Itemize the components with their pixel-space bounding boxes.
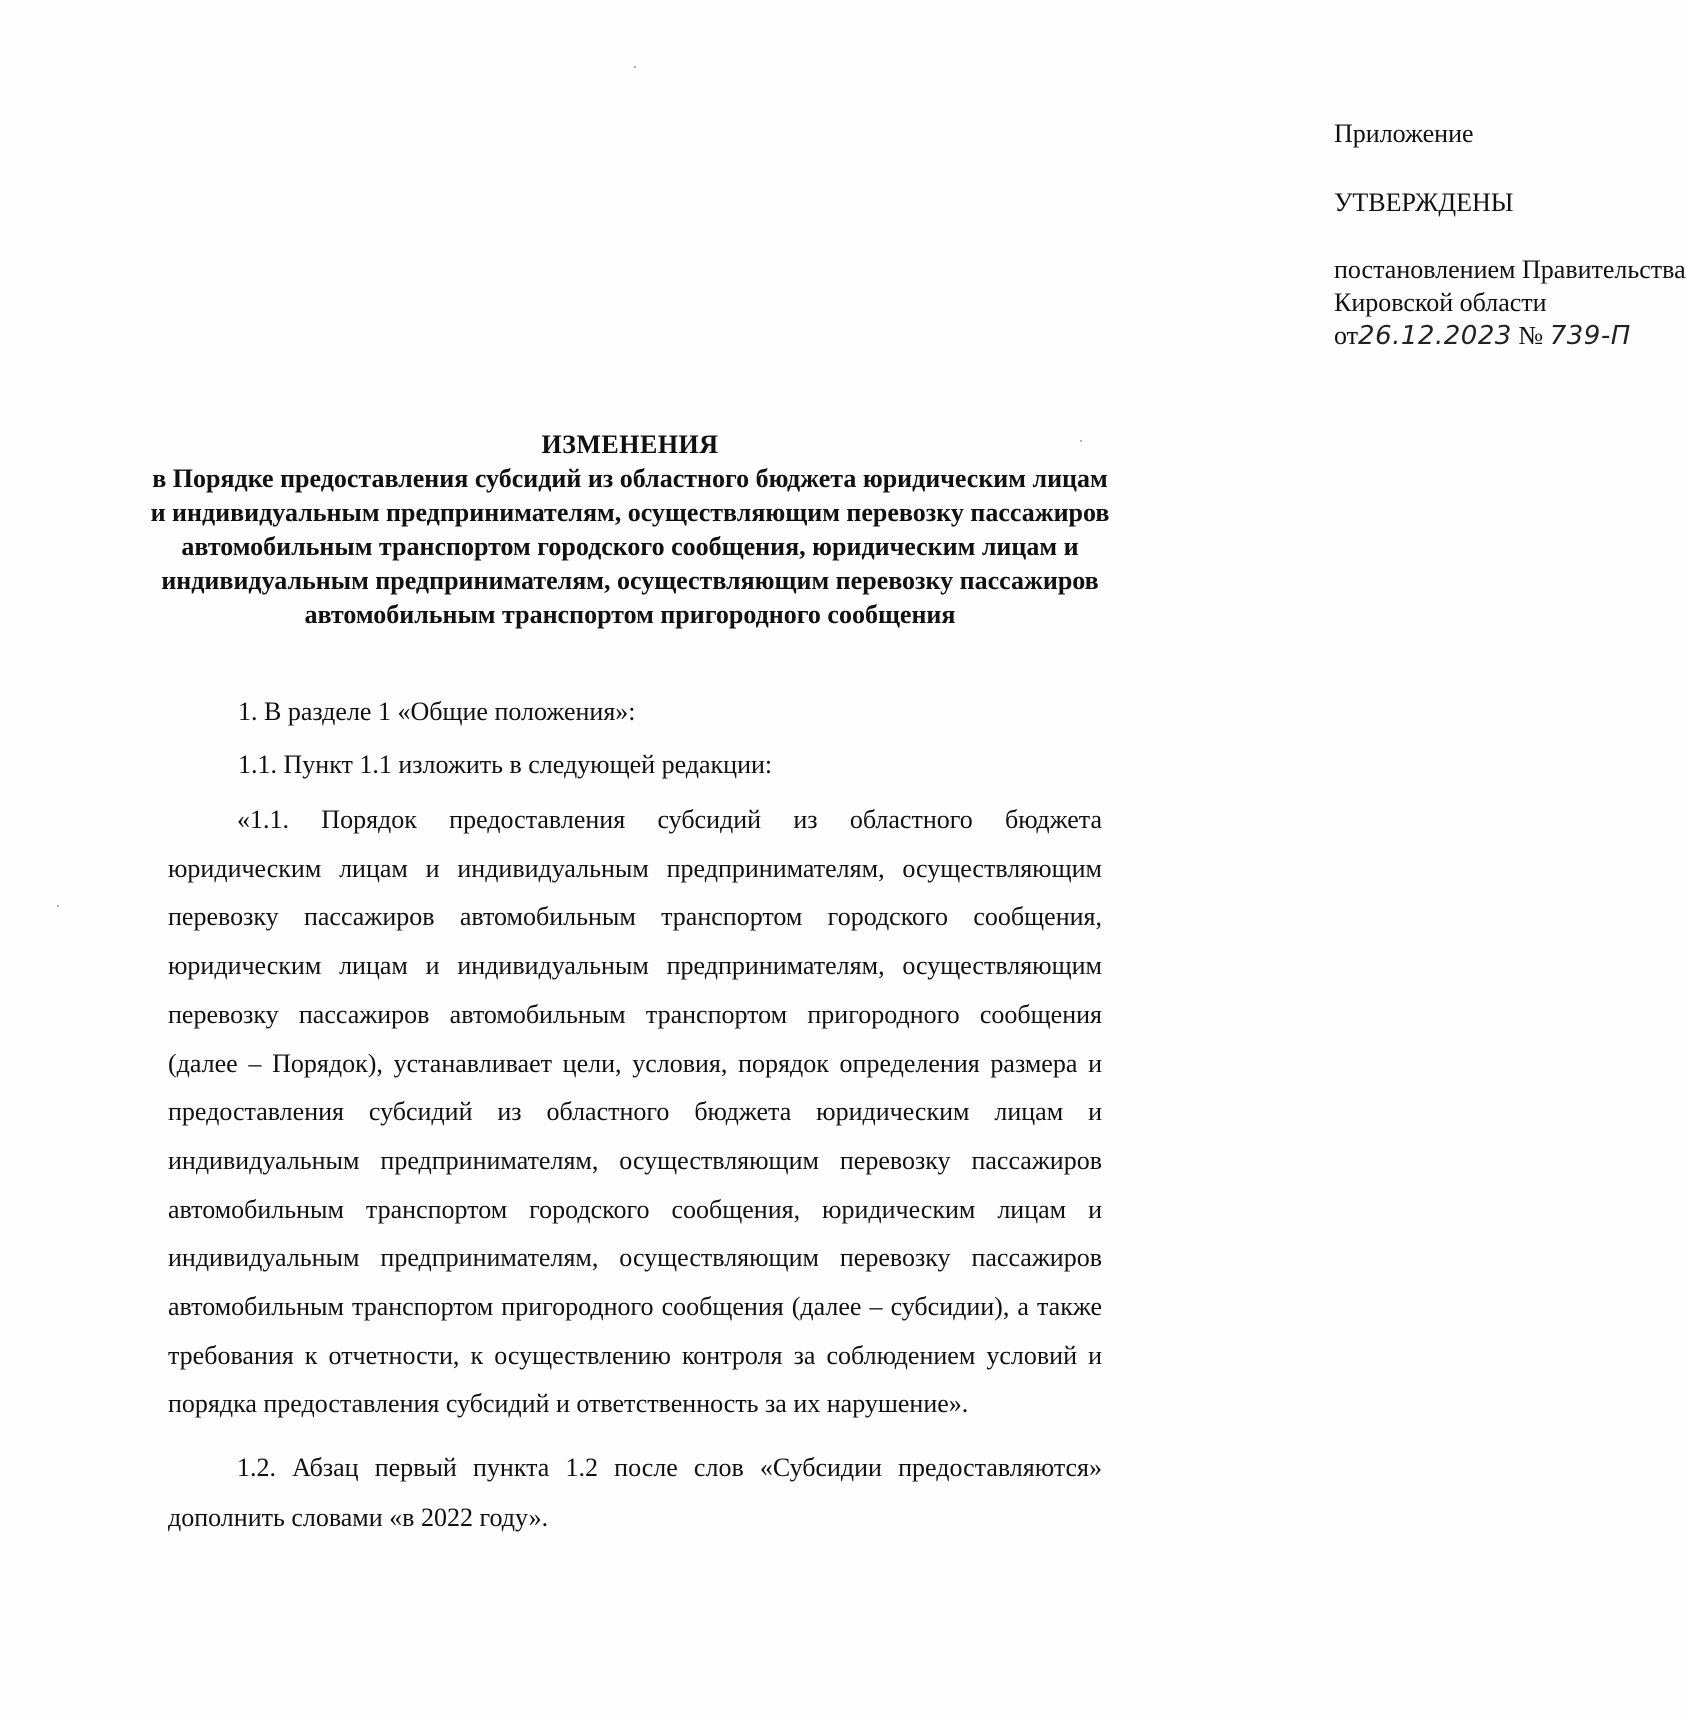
title-subtitle: в Порядке предоставления субсидий из областного бюджета юридическим лицам и индивидуальным предпринимателям, осуществляющим перевозку пассажиров автомобильным транспортом городского сообщения, юридическим лицам и индивидуальным предпринимателям, осуществляющим перевозку пассажиров автомобильным транспортом пригородного сообщения bbox=[150, 464, 1110, 629]
paragraph-1-1: 1.1. Пункт 1.1 изложить в следующей редакции: bbox=[238, 750, 773, 779]
date-prefix: от bbox=[1334, 321, 1359, 350]
scan-speck bbox=[57, 905, 59, 907]
resolution-date-number bbox=[1334, 319, 1686, 353]
handwritten-number: 739-П bbox=[1549, 321, 1631, 351]
appendix-label: Приложение bbox=[1334, 119, 1474, 148]
resolution-reference bbox=[1334, 253, 1686, 353]
approved-label: УТВЕРЖДЕНЫ bbox=[1334, 188, 1514, 217]
paragraph-1-2: 1.2. Абзац первый пункта 1.2 после слов «Субсидии предоставляются» дополнить словами «в 2022 году». bbox=[168, 1453, 1102, 1532]
title-heading: ИЗМЕНЕНИЯ bbox=[541, 430, 719, 459]
paragraph-1-1-text: «1.1. Порядок предоставления субсидий из областного бюджета юридическим лицам и индивидуальным предпринимателям, осуществляющим перевозку пассажиров автомобильным транспортом городского сообщения, юридическим лицам и индивидуальным предпринимателям, осуществляющим перевозку пассажиров автомобильным транспортом пригородного сообщения (далее – Порядок), устанавливает цели, условия, порядок определения размера и предоставления субсидий из областного бюджета юридическим лицам и индивидуальным предпринимателям, осуществляющим перевозку пассажиров автомобильным транспортом городского сообщения, юридическим лицам и индивидуальным предпринимателям, осуществляющим перевозку пассажиров автомобильным транспортом пригородного сообщения (далее – субсидии), а также требования к отчетности, к осуществлению контроля за соблюдением условий и порядка предоставления субсидий и ответственность за их нарушение». bbox=[168, 805, 1102, 1419]
handwritten-date: 26.12.2023 bbox=[1358, 321, 1512, 351]
paragraph-1: 1. В разделе 1 «Общие положения»: bbox=[238, 697, 636, 726]
number-prefix: № bbox=[1518, 321, 1544, 350]
scan-speck bbox=[634, 66, 636, 68]
document-title bbox=[150, 428, 1110, 632]
resolution-line-2: Кировской области bbox=[1334, 288, 1547, 317]
resolution-line-1: постановлением Правительства bbox=[1334, 255, 1686, 284]
